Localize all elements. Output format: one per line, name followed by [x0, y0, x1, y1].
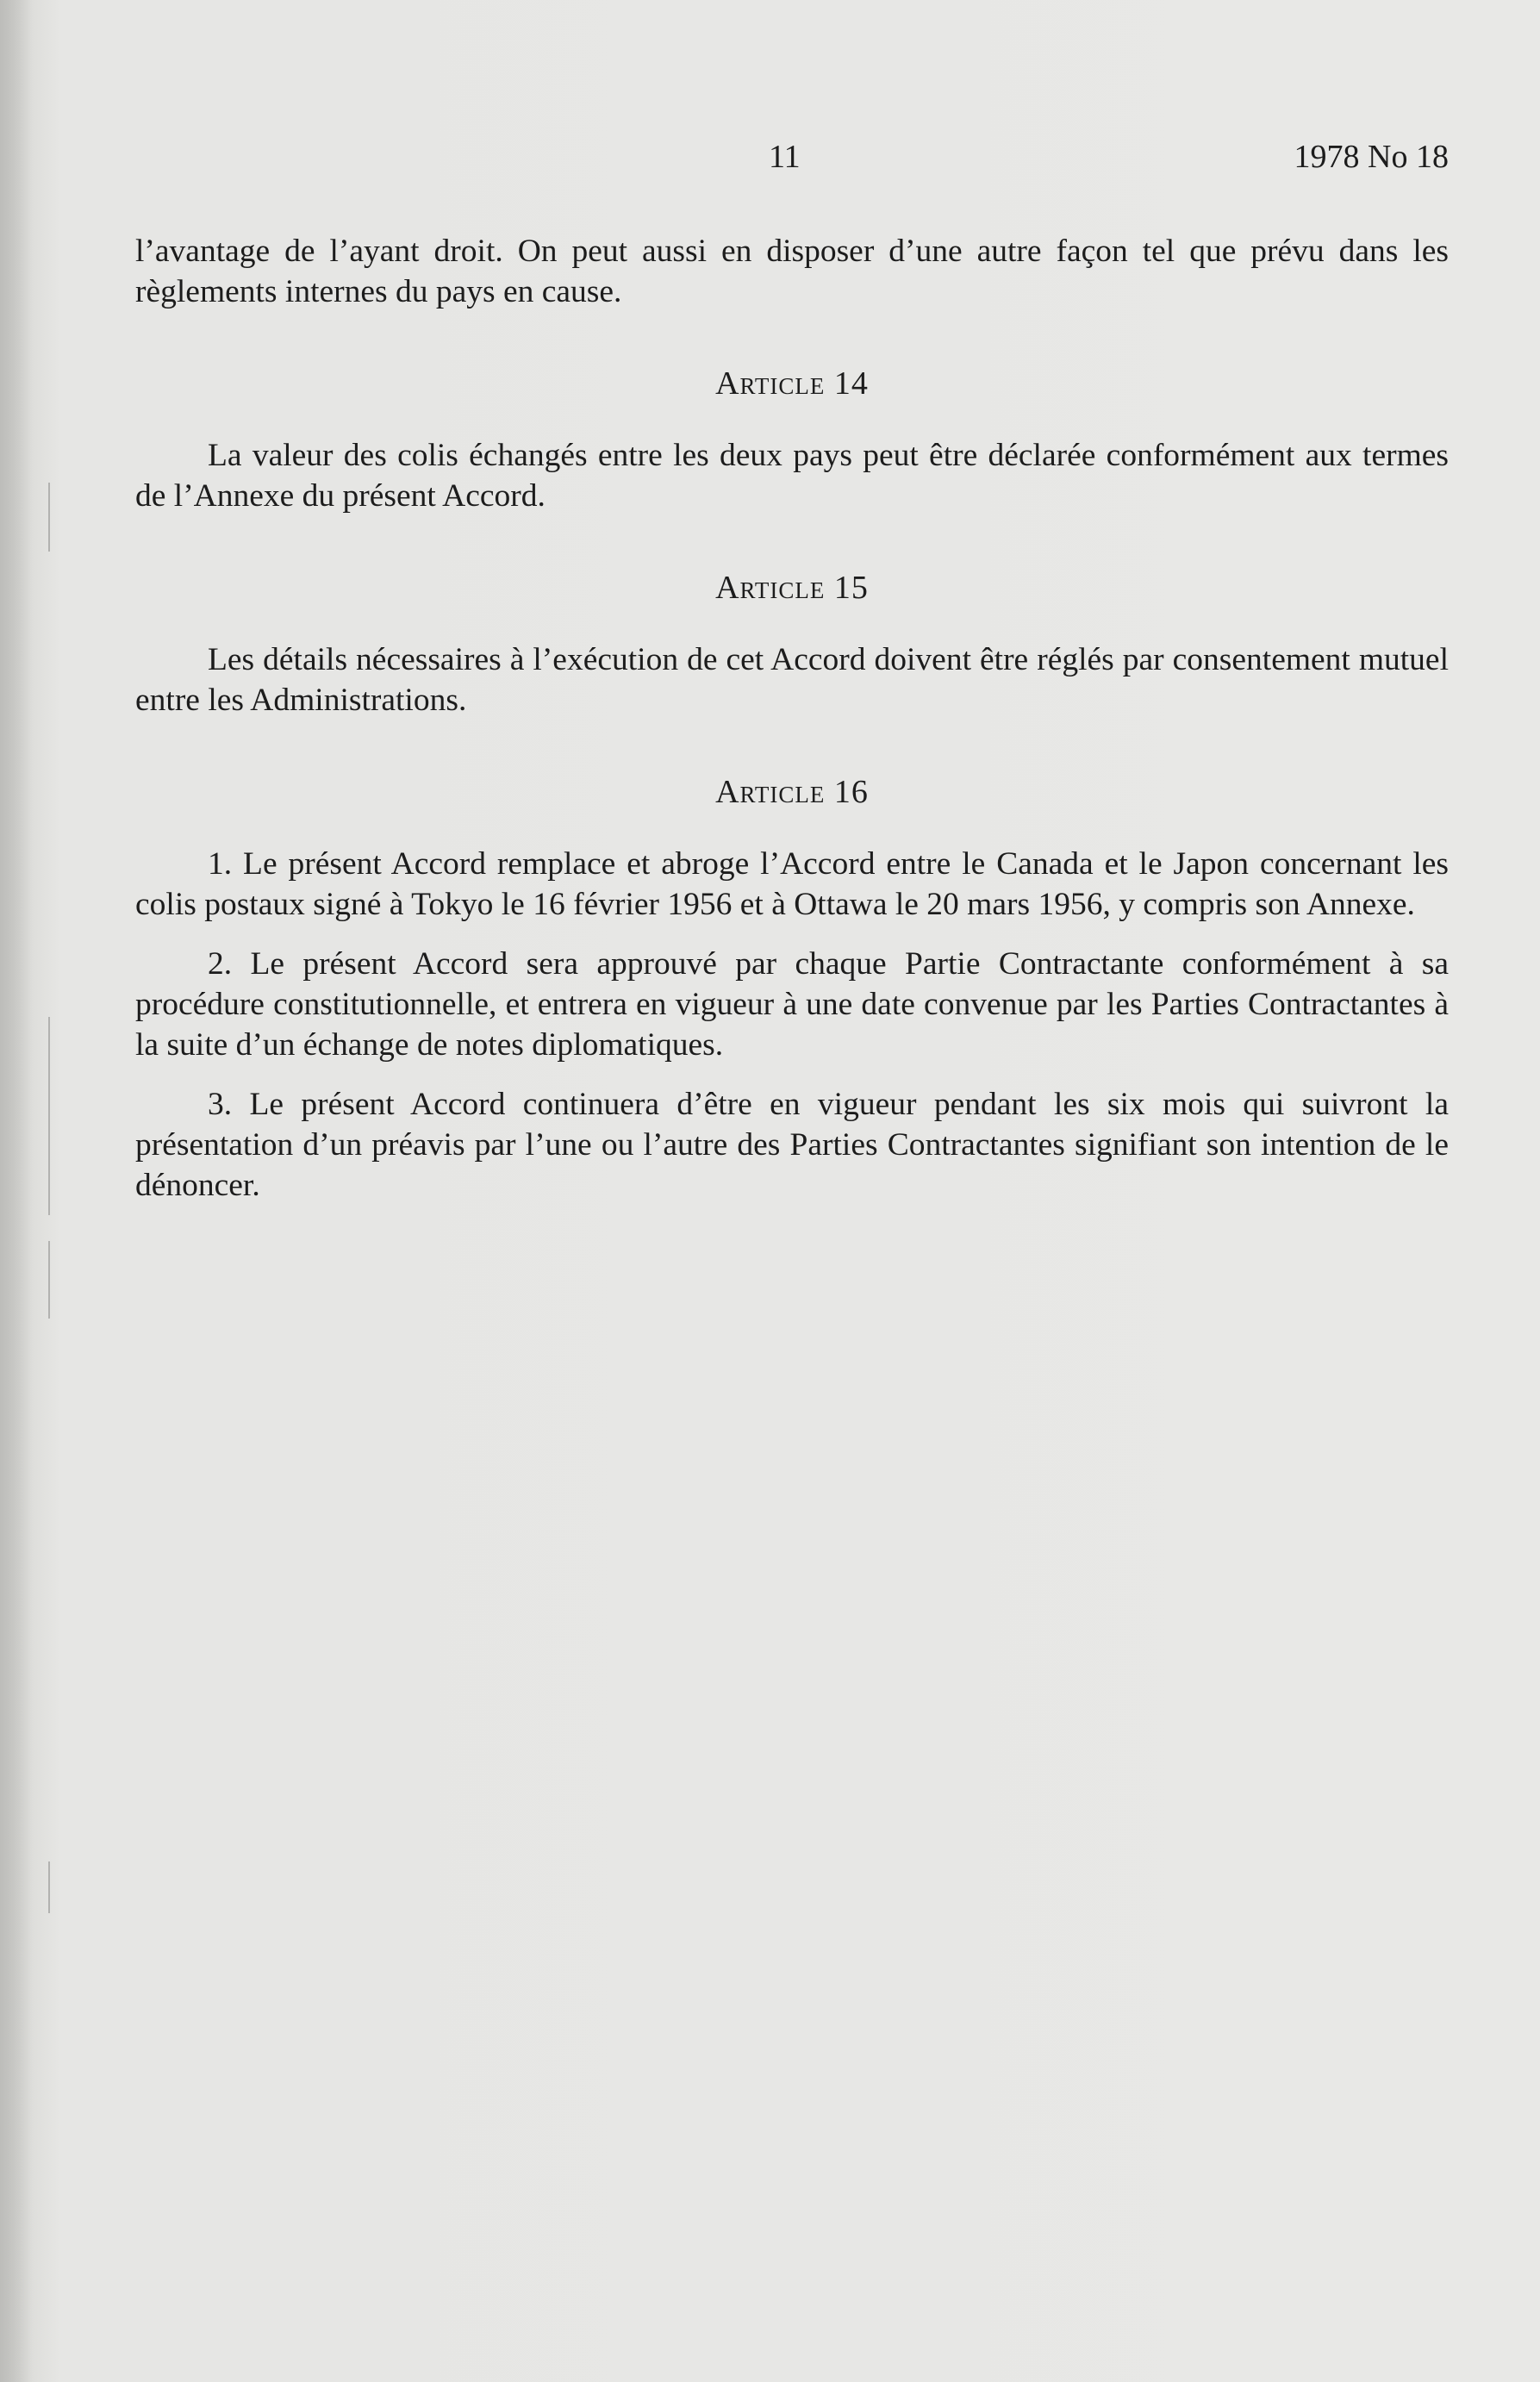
article-16-paragraph-3: 3. Le présent Accord continuera d’être en vigueur pendant les six mois qui suivront la présentation d’un préavis par l’une ou l’autre des Parties Contractantes signifiant son intention de le dénoncer. [135, 1087, 1449, 1203]
article-14-heading: Article 14 [715, 365, 869, 402]
article-16-paragraph-2: 2. Le présent Accord sera approuvé par chaque Partie Contractante conformément à sa procédure constitutionnelle, et entrera en vigueur à une date convenue par les Parties Contractantes à la suite d’un échange de notes diplomatiques. [135, 946, 1449, 1063]
article-14-paragraph: La valeur des colis échangés entre les deux pays peut être déclarée conformément aux termes de l’Annexe du présent Accord. [135, 438, 1449, 514]
article-16-heading: Article 16 [715, 774, 869, 810]
article-15-paragraph: Les détails nécessaires à l’exécution de cet Accord doivent être réglés par consentement mutuel entre les Administrations. [135, 642, 1449, 718]
margin-mark [48, 1017, 50, 1215]
page-header [135, 138, 1449, 190]
page-number: 11 [769, 139, 801, 175]
continuation-paragraph: l’avantage de l’ayant droit. On peut aussi en disposer d’une autre façon tel que prévu dans les règlements internes du pays en cause. [135, 234, 1449, 309]
binding-shadow [0, 0, 33, 2382]
margin-mark [48, 1241, 50, 1319]
article-15-heading: Article 15 [715, 570, 869, 606]
margin-mark [48, 1861, 50, 1913]
document-reference: 1978 No 18 [1294, 139, 1449, 175]
document-body [135, 231, 1449, 1206]
margin-mark [48, 483, 50, 552]
article-16-paragraph-1: 1. Le présent Accord remplace et abroge l’Accord entre le Canada et le Japon concernant les colis postaux signé à Tokyo le 16 février 1956 et à Ottawa le 20 mars 1956, y compris son Annexe. [135, 846, 1449, 922]
